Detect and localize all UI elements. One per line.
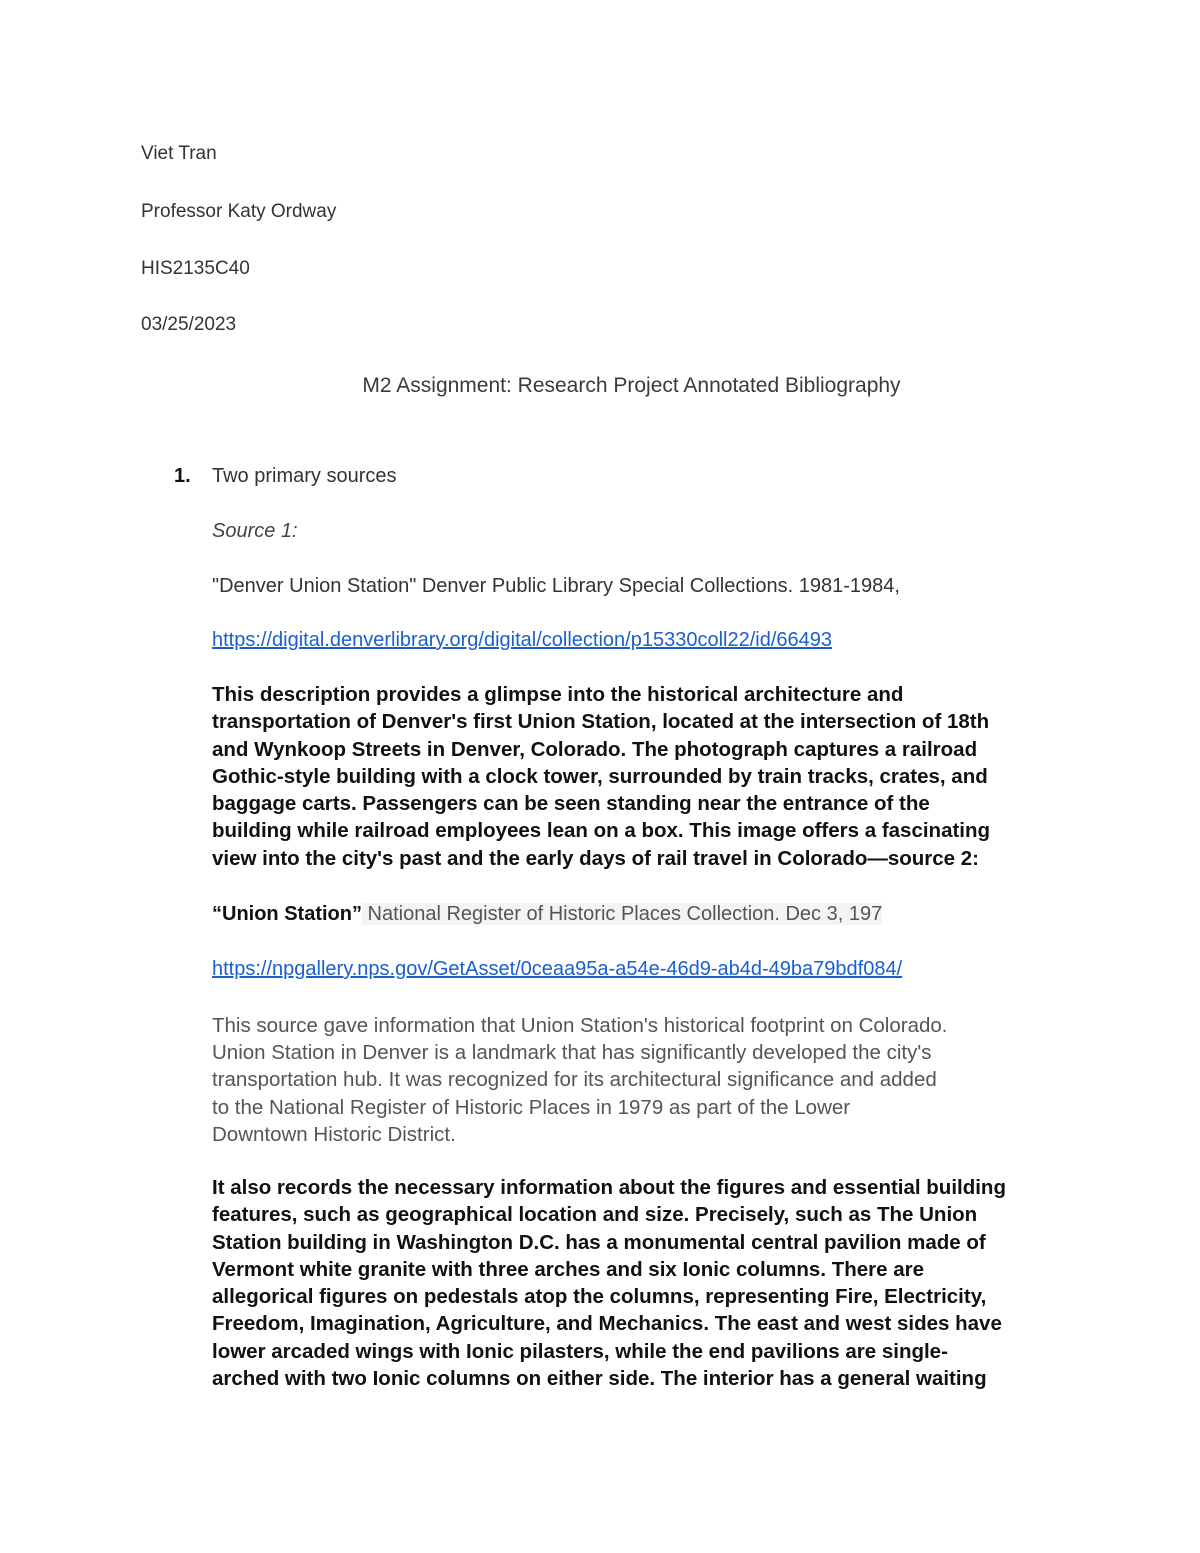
citation-2-title: “Union Station” [212, 903, 362, 925]
list-number: 1. [174, 465, 191, 487]
paragraph-line: and Wynkoop Streets in Denver, Colorado. The photograph captures a railroad [212, 737, 978, 761]
paragraph-line: transportation of Denver's first Union Station, located at the intersection of 18th [212, 710, 990, 734]
paragraph-line: Downtown Historic District. [212, 1122, 456, 1146]
list-item-title: Two primary sources [212, 465, 397, 487]
paragraph-line: features, such as geographical location and size. Precisely, such as The Union [212, 1203, 978, 1227]
annotation-paragraph-3 [212, 1174, 1072, 1392]
paragraph-line: Vermont white granite with three arches and six Ionic columns. There are [212, 1257, 925, 1281]
document-date: 03/25/2023 [141, 314, 237, 335]
source-label: Source 1: [212, 520, 298, 542]
paragraph-line: baggage carts. Passengers can be seen standing near the entrance of the [212, 792, 930, 816]
professor-name: Professor Katy Ordway [141, 201, 337, 222]
annotation-paragraph-2 [212, 1012, 1072, 1148]
paragraph-line: lower arcaded wings with Ionic pilasters, while the end pavilions are single- [212, 1339, 948, 1363]
citation-2 [212, 901, 1072, 927]
paragraph-line: Union Station in Denver is a landmark that has significantly developed the city's [212, 1041, 932, 1065]
paragraph-line: This source gave information that Union Station's historical footprint on Colorado. [212, 1014, 948, 1037]
paragraph-line: to the National Register of Historic Places in 1979 as part of the Lower [212, 1095, 851, 1119]
paragraph-line: Station building in Washington D.C. has a monumental central pavilion made of [212, 1230, 986, 1254]
course-code: HIS2135C40 [141, 258, 250, 279]
paragraph-line: It also records the necessary information about the figures and essential building [212, 1176, 1006, 1199]
paragraph-line: allegorical figures on pedestals atop the columns, representing Fire, Electricity, [212, 1285, 987, 1309]
paragraph-line: This description provides a glimpse into the historical architecture and [212, 683, 904, 706]
paragraph-line: transportation hub. It was recognized for its architectural significance and added [212, 1068, 937, 1092]
paragraph-line: Gothic-style building with a clock tower, surrounded by train tracks, crates, and [212, 764, 988, 788]
paragraph-line: arched with two Ionic columns on either side. The interior has a general waiting [212, 1367, 987, 1391]
citation-1: "Denver Union Station" Denver Public Library Special Collections. 1981-1984, [212, 575, 900, 597]
document-title: M2 Assignment: Research Project Annotated Bibliography [362, 374, 901, 397]
annotation-paragraph-1 [212, 681, 1072, 872]
paragraph-line: view into the city's past and the early days of rail travel in Colorado—source 2: [212, 846, 980, 870]
paragraph-line: building while railroad employees lean on a box. This image offers a fascinating [212, 819, 991, 843]
citation-2-link[interactable]: https://npgallery.nps.gov/GetAsset/0ceaa95a-a54e-46d9-ab4d-49ba79bdf084/ [212, 958, 903, 980]
paragraph-line: Freedom, Imagination, Agriculture, and Mechanics. The east and west sides have [212, 1312, 1002, 1336]
citation-2-details: National Register of Historic Places Collection. Dec 3, 197 [361, 903, 883, 925]
author-name: Viet Tran [141, 143, 217, 164]
citation-1-link[interactable]: https://digital.denverlibrary.org/digital/collection/p15330coll22/id/66493 [212, 629, 833, 651]
